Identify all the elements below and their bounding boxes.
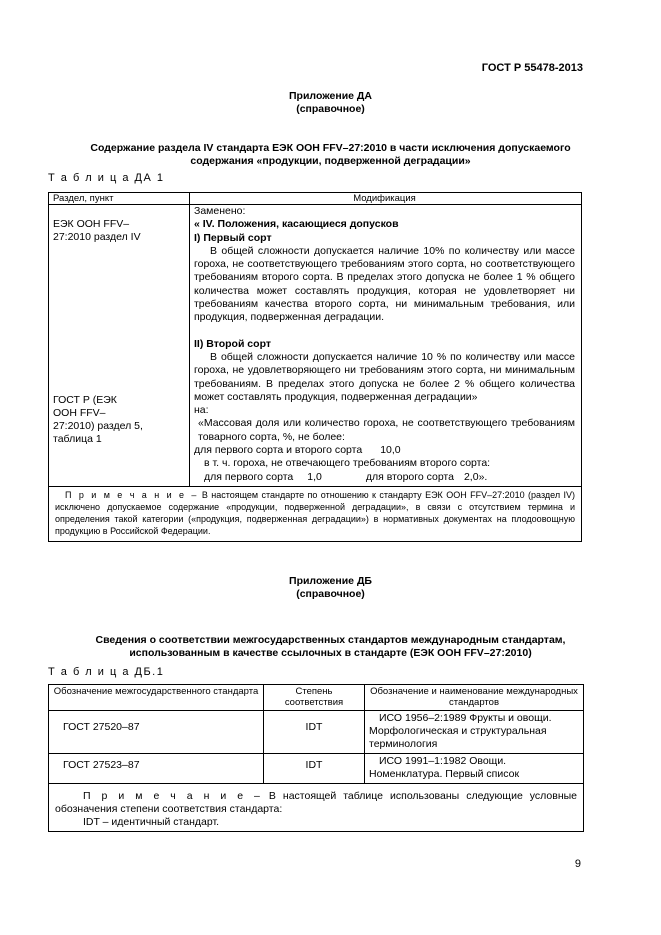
table-db1-note (49, 784, 584, 832)
appendix-a-title: Приложение ДА (289, 90, 372, 102)
table-da1-note (49, 486, 582, 541)
iso-head: ИСО 1956–2:1989 Фрукты и овощи. (379, 712, 552, 724)
note2-text-block (55, 790, 577, 816)
degree-cell: IDT (264, 754, 365, 784)
note2-text: В настоящей таблице использованы следующие условные обозначения степени соответствия стандарта: (55, 790, 577, 815)
first-grade-label: для первого сорта и второго сорта (194, 444, 363, 457)
page-number: 9 (574, 858, 581, 870)
degree-cell: IDT (264, 711, 365, 754)
gost-cell: ГОСТ 27520–87 (49, 711, 264, 754)
table-db1-header-degree: Степень соответствия (264, 685, 365, 711)
iso-tail: Номенклатура. Первый список (369, 768, 520, 780)
first-grade-value: 10,0 (380, 444, 401, 457)
table-da1-section-cell (49, 205, 190, 487)
first-grade-row (194, 444, 575, 457)
sg-label: для второго сорта (365, 470, 454, 483)
appendix-b-title: Приложение ДБ (289, 575, 372, 587)
table-da1-label: Т а б л и ц а ДА 1 (48, 172, 165, 184)
grade1-text: В общей сложности допускается наличие 10% по количеству или массе гороха, не соответствующего требованиям этого сорта, но соответствующего требованиям второго сорта. В пределах этого допуска не более 1 % общего количества может составлять продукция, которая не удовлетворяет ни требованиям качества второго сорта, ни минимальным требования, или продукция, подверженная деградации. (194, 244, 575, 324)
table-da1 (48, 192, 582, 542)
appendix-b-heading-line1: Сведения о соответствии межгосударственных стандартов международным стандартам, (95, 634, 566, 646)
section-gost: ГОСТ Р (ЕЭК ООН FFV–27:2010) раздел 5, таблица 1 (53, 393, 143, 446)
appendix-b-subtitle: (справочное) (296, 588, 365, 600)
note1-label: П р и м е ч а н и е – (65, 489, 199, 500)
note2-idt: IDT – идентичный стандарт. (83, 816, 220, 828)
table-da1-header-modification: Модификация (190, 193, 582, 205)
fg-label: для первого сорта (204, 470, 294, 483)
sg-value: 2,0». (463, 470, 488, 483)
iso-head: ИСО 1991–1:1982 Овощи. (379, 755, 507, 767)
appendix-b-heading-line2: использованным в качестве ссылочных в стандарте (ЕЭК ООН FFV–27:2010) (129, 647, 532, 659)
mass-text: «Массовая доля или количество гороха, не соответствующего требованиям товарного сорта, %, не более: (198, 417, 575, 443)
table-da1-modification-cell (190, 205, 582, 487)
gost-cell: ГОСТ 27523–87 (49, 754, 264, 784)
on-label: на: (194, 404, 209, 417)
appendix-a-heading-line1: Содержание раздела IV стандарта ЕЭК ООН FFV–27:2010 в части исключения допускаемого (90, 142, 571, 154)
table-db1-label: Т а б л и ц а ДБ.1 (48, 666, 165, 678)
grade1-title: I) Первый сорт (194, 231, 272, 244)
document-id: ГОСТ Р 55478-2013 (481, 62, 583, 74)
section-ece: ЕЭК ООН FFV–27:2010 раздел IV (53, 218, 141, 244)
table-db1-header-iso: Обозначение и наименование международных стандартов (365, 685, 584, 711)
iso-cell (365, 711, 584, 754)
note1-text: В настоящем стандарте по отношению к стандарту ЕЭК ООН FFV–27:2010 (раздел IV) исключено допускаемое содержание «продукции, подверженной деградации», в связи с отсутствием термина и определения такой категории («продукция, подверженная деградации») в нормативных документах на плодоовощную продукцию в Российской Федерации. (55, 489, 575, 536)
grade2-text: В общей сложности допускается наличие 10 % по количеству или массе гороха, не удовлетворяющего ни требованиям этого сорта, ни минимальным требованиям. В пределах этого допуска не более 2 % общего количества может составлять продукция, подверженная деградации» (194, 350, 575, 403)
iso-tail: Морфологическая и структуральная терминология (369, 725, 547, 750)
table-da1-header-section: Раздел, пункт (49, 193, 190, 205)
table-db1 (48, 684, 584, 832)
grade2-title: II) Второй сорт (194, 337, 271, 350)
iso-cell (365, 754, 584, 784)
appendix-a-subtitle: (справочное) (296, 103, 365, 115)
table-db1-header-gost: Обозначение межгосударственного стандарта (49, 685, 264, 711)
note2-label: П р и м е ч а н и е – (83, 790, 262, 802)
appendix-a-heading-line2: содержания «продукции, подверженной деградации» (190, 155, 471, 167)
table-row (49, 711, 584, 754)
section-title: « IV. Положения, касающиеся допусков (194, 218, 399, 231)
incl-text: в т. ч. гороха, не отвечающего требованиям второго сорта: (204, 457, 491, 470)
grades-row (194, 471, 575, 486)
fg-value: 1,0 (307, 470, 322, 483)
replaced-label: Заменено: (194, 205, 246, 217)
table-row (49, 754, 584, 784)
